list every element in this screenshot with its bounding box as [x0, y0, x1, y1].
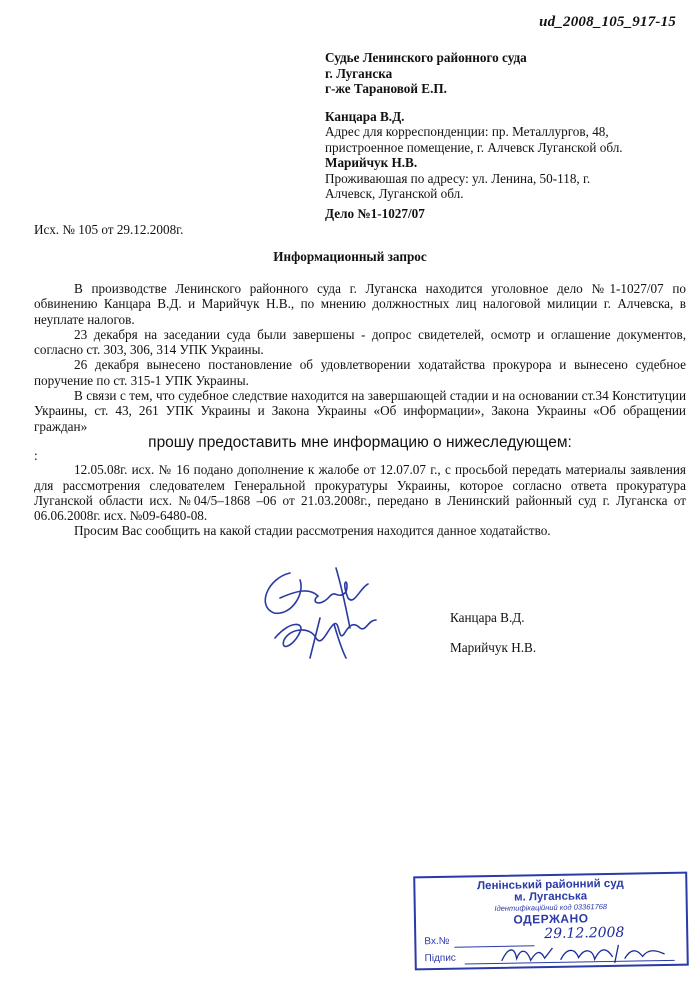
signatory-name-2: Марийчук Н.В. [450, 640, 537, 655]
addressee-line-3: г-же Тарановой Е.П. [325, 81, 447, 96]
sender1-address-line-2: пристроенное помещение, г. Алчевск Луганской обл. [325, 139, 623, 155]
signatory-names [450, 603, 536, 663]
sender2-address-line-2: Алчевск, Луганской обл. [325, 186, 464, 201]
document-id: ud_2008_105_917-15 [539, 14, 676, 30]
signature-2 [275, 618, 376, 658]
address-block [325, 50, 685, 202]
stamp-signature-label: Підпис [424, 952, 456, 965]
addressee-line-1: Судье Ленинского районного суда [325, 50, 527, 65]
sender1-address-line-1: Адрес для корреспонденции: пр. Металлургов, 48, [325, 124, 609, 139]
addressee-line-2: г. Луганска [325, 65, 393, 81]
colon-mark: : [34, 448, 38, 464]
outgoing-number: Исх. № 105 от 29.12.2008г. [34, 222, 184, 237]
paragraph-4: В связи с тем, что судебное следствие находится на завершающей стадии и на основании ст.34 Конституции Украины, ст. 43, 261 УПК Украины и Закона Украины «Об информации», Закона Украины «Об обращении граждан» [34, 388, 686, 434]
stamp-received: ОДЕРЖАНО [513, 911, 589, 927]
paragraph-5: 12.05.08г. исх. № 16 подано дополнение к жалобе от 12.07.07 г., с просьбой передать материалы заявления для рассмотрения следователем Генеральной прокуратуры Украины, которое согласно ответа прокуратура Луганской области исх. №04/5–1868 –06 от 21.03.2008г., передано в Ленинский районный суд г. Луганска от 06.06.2008г. исх. №09-6480-08. [34, 462, 686, 524]
sender1-name: Канцара В.Д. [325, 108, 405, 124]
sender2-address-line-1: Проживаюшая по адресу: ул. Ленина, 50-118, г. [325, 170, 591, 186]
stamp-signature-scribble [496, 940, 676, 967]
paragraph-3: 26 декабря вынесено постановление об удовлетворении ходатайства прокурора и вынесено судебное поручение по ст. 315-1 УПК Украины. [34, 357, 686, 388]
stamp-court-name: Ленінський районний суд [476, 877, 624, 893]
paragraph-2: 23 декабря на заседании суда были завершены - допрос свидетелей, осмотр и оглашение документов, согласно ст. 303, 306, 314 УПК Украины. [34, 326, 686, 358]
document-title: Информационный запрос [273, 249, 427, 264]
signature-1 [265, 568, 368, 628]
sender2-name: Марийчук Н.В. [325, 155, 418, 170]
stamp-city: м. Луганська [513, 890, 588, 904]
stamp-incoming-label: Вх.№ [424, 935, 450, 948]
stamp-id-code: Ідентифікаційний код 03361768 [494, 902, 608, 913]
paragraph-1: В производстве Ленинского районного суда г. Луганска находится уголовное дело №1-1027/07 по обвинению Канцара В.Д. и Марийчук Н.В., по мнению должностных лиц налоговой милиции г. Алчевска, в неуплате налогов. [34, 281, 686, 327]
paragraph-6: Просим Вас сообщить на какой стадии рассмотрения находится данное ходатайство. [74, 523, 551, 539]
case-number: Дело №1-1027/07 [325, 206, 425, 221]
signatory-name-1: Канцара В.Д. [450, 610, 525, 625]
stamp-handwritten-date: 29.12.2008 [544, 924, 625, 943]
court-received-stamp [413, 872, 689, 971]
handwritten-signatures [250, 558, 400, 668]
document-body [34, 281, 686, 539]
request-line: прошу предоставить мне информацию о нижеследующем: [148, 433, 572, 451]
